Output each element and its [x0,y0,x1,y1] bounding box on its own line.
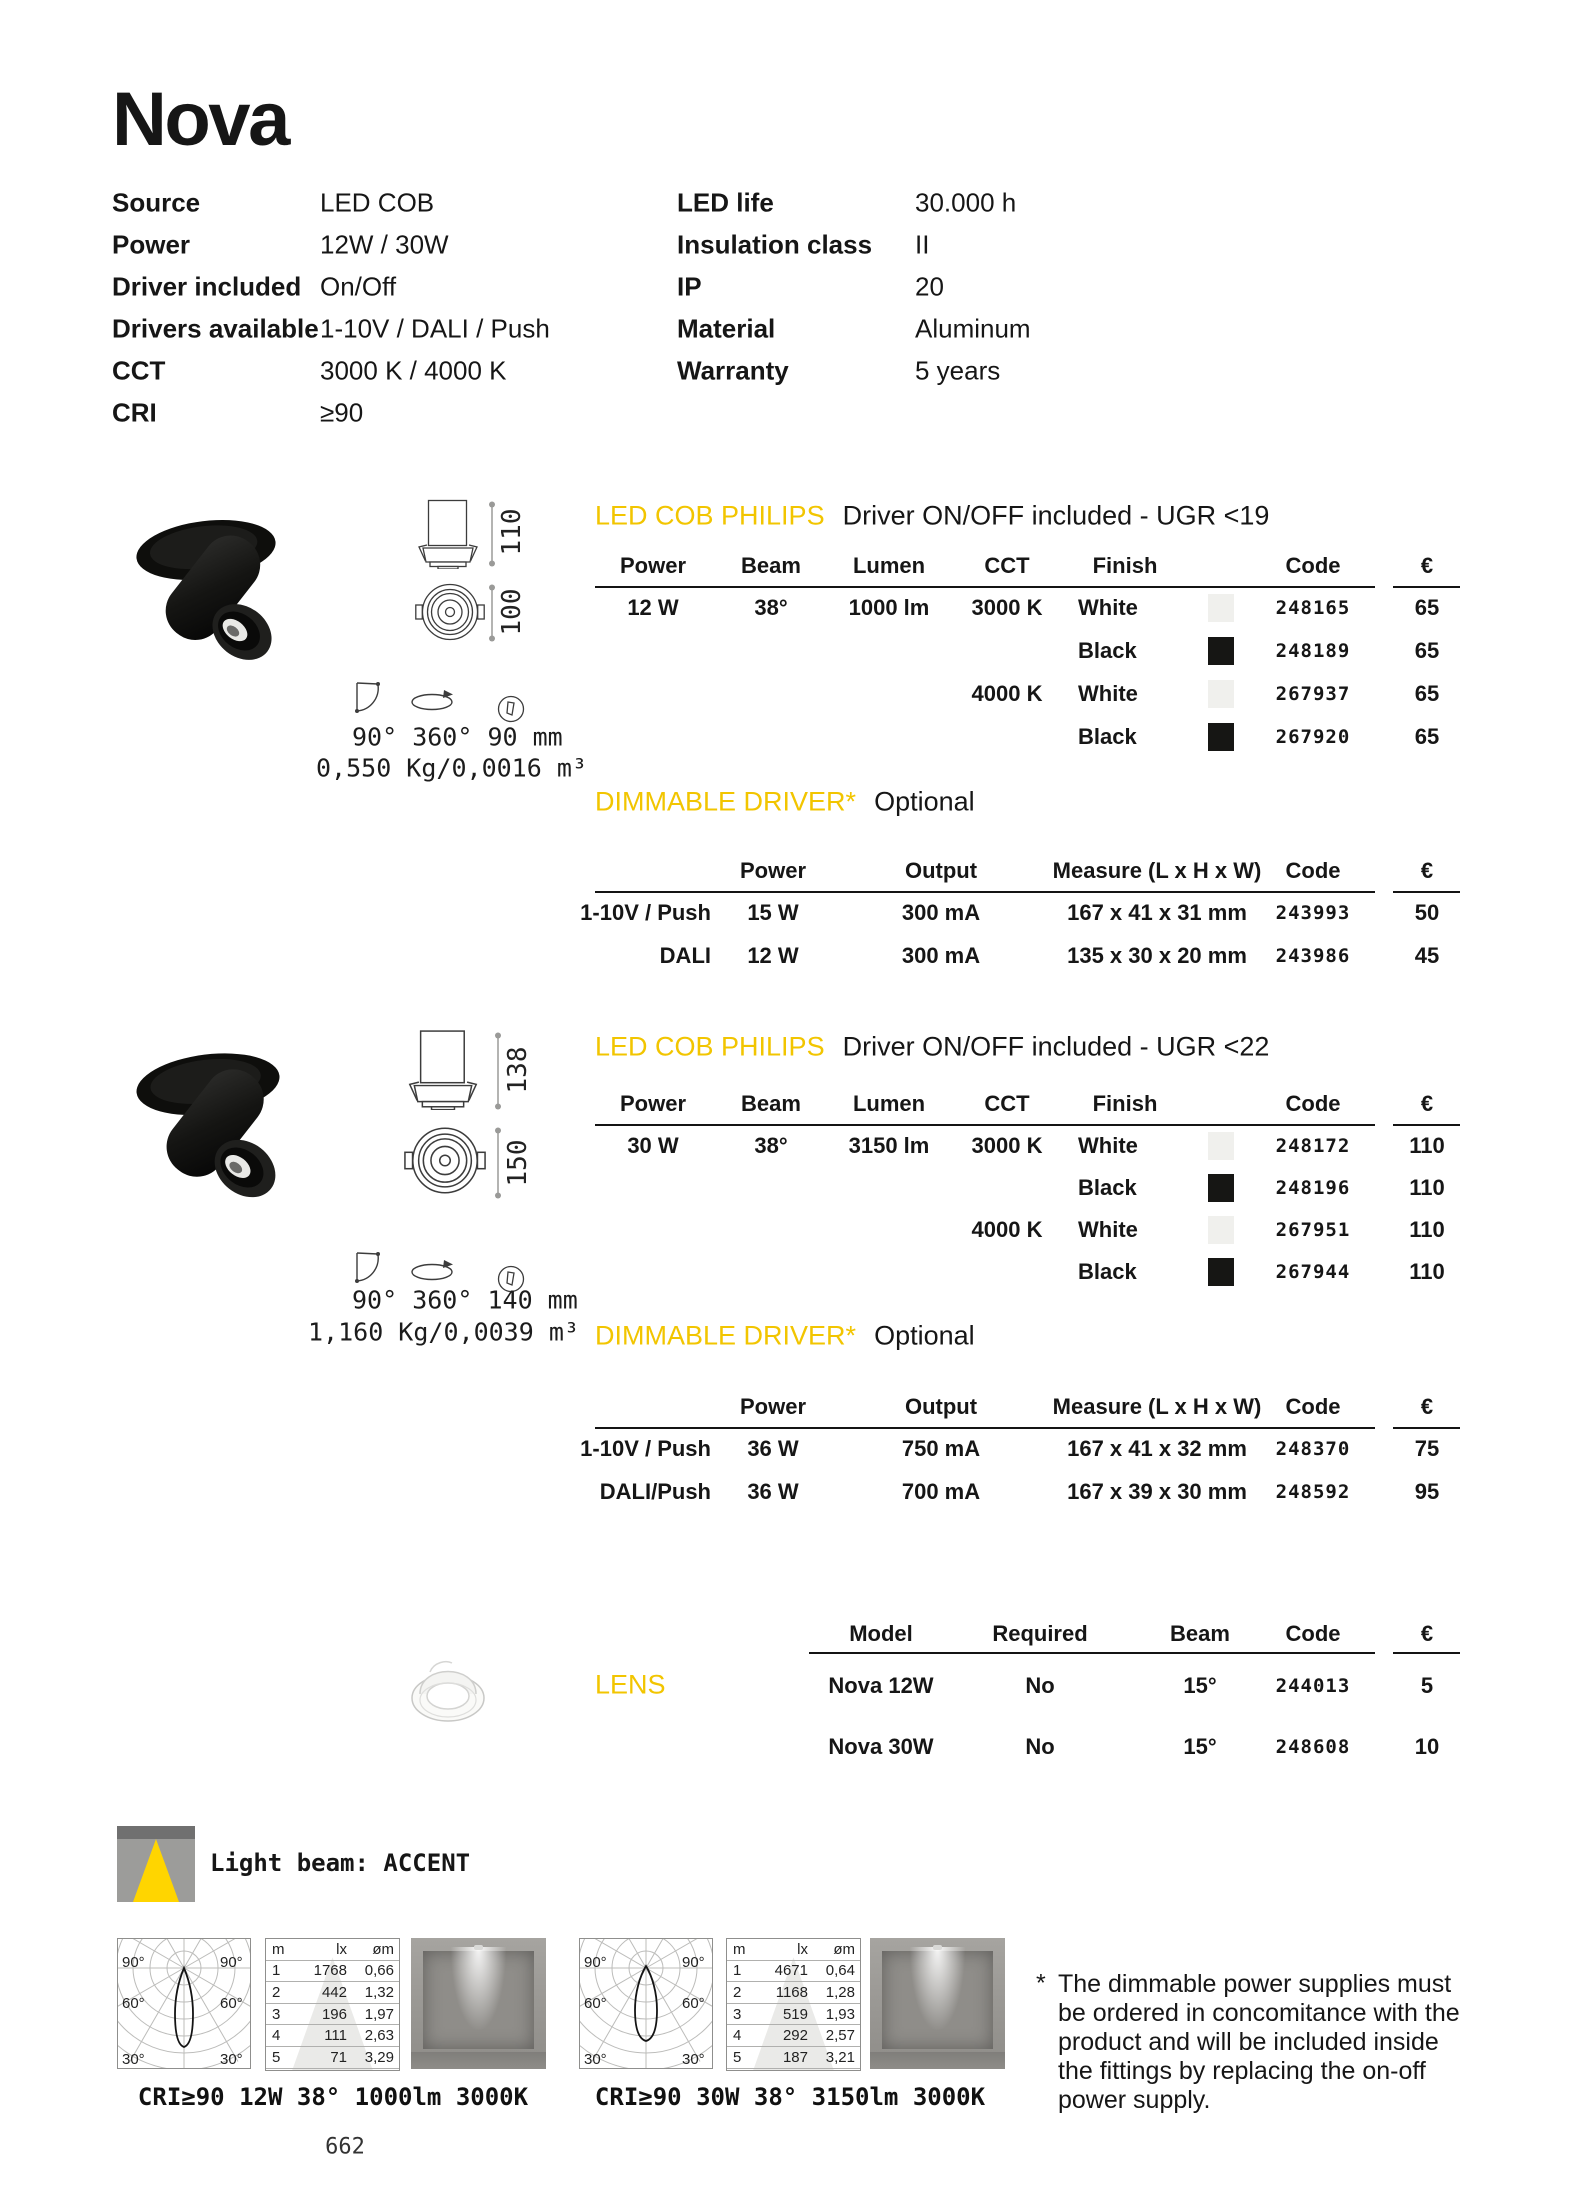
col-header-beam: Beam [741,553,801,578]
footnote-line: be ordered in concomitance with the [1058,1999,1460,2027]
section-accent-label: DIMMABLE DRIVER* [595,786,857,817]
cell-driver-type: DALI [659,943,711,968]
spec-value: 3000 K / 4000 K [320,355,507,386]
cutout-hole-icon [496,694,526,724]
cell-power: 15 W [747,900,799,925]
cell-finish: Black [1078,1175,1137,1200]
ph-cell: 2 [727,1982,761,2004]
tilt-angle-icon [352,680,390,720]
ph-cell: 0,66 [353,1961,399,1983]
cell-finish: White [1078,1133,1138,1158]
section-description: Optional [874,1320,975,1351]
ph-cell: 442 [300,1982,353,2004]
light-cone [905,1947,970,2060]
beam-photo-30w [870,1938,1005,2069]
beam-photo-12w [411,1938,546,2069]
polar-label: 30° [220,2051,243,2068]
rotation-icon [408,689,458,713]
cell-code: 248165 [1275,597,1351,619]
section-description: Driver ON/OFF included - UGR <22 [842,1031,1270,1062]
col-header-code: Code [1285,553,1341,578]
col-header-price: € [1420,858,1434,883]
polar-label: 60° [220,1995,243,2012]
ph-cell: 292 [761,2025,814,2047]
cell-price: 5 [1420,1673,1434,1698]
spec-value: II [915,229,930,260]
footnote-line: The dimmable power supplies must [1058,1970,1452,1998]
photometry-caption-12w: CRI≥90 12W 38° 1000lm 3000K [137,2083,529,2111]
col-header-power: Power [619,553,687,578]
ph-cell: 4 [266,2025,300,2047]
spec-value: Aluminum [915,313,1031,344]
spec-label: Material [677,313,776,344]
section-title [595,1032,1269,1063]
table-rule [595,1427,1375,1429]
dimension-diameter-label: 150 [503,1139,533,1187]
footnote-line: product and will be included inside [1058,2028,1439,2056]
col-header-price: € [1420,1394,1434,1419]
cell-price: 50 [1414,900,1440,925]
footnote-line: the fittings by replacing the on-off [1058,2057,1426,2085]
col-header-lumen: Lumen [852,1091,926,1116]
cell-code: 248172 [1275,1135,1351,1157]
col-header-power: Power [739,858,807,883]
polar-label: 60° [584,1995,607,2012]
illuminance-table-30w [726,1938,861,2071]
weight-volume-text: 0,550 Kg/0,0016 m³ [316,753,587,783]
finish-swatch-white [1208,1132,1234,1160]
cell-power: 36 W [747,1479,799,1504]
footnote-line: power supply. [1058,2086,1211,2114]
table-rule-price [1393,1652,1460,1654]
cell-driver-type: DALI/Push [599,1479,711,1504]
polar-diagram-30w [579,1938,713,2069]
cell-cct: 4000 K [971,681,1043,706]
floor-shadow [870,2052,1005,2069]
cell-finish: White [1078,681,1138,706]
cell-code: 267937 [1275,683,1351,705]
section-accent-label: DIMMABLE DRIVER* [595,1320,857,1351]
cell-price: 75 [1414,1436,1440,1461]
section-description: Driver ON/OFF included - UGR <19 [842,500,1270,531]
table-rule-price [1393,1427,1460,1429]
fixture-dot [933,1945,942,1950]
col-header-measure: Measure (L x H x W) [1052,1394,1262,1419]
spec-value: 5 years [915,355,1001,386]
cell-output: 300 mA [901,900,981,925]
spec-value: 30.000 h [915,187,1017,218]
cell-code: 248592 [1275,1481,1351,1503]
col-header-finish: Finish [1092,1091,1158,1116]
table-rule-price [1393,586,1460,588]
col-header-code: Code [1285,858,1341,883]
spec-label: LED life [677,187,774,218]
light-beam-pictogram [117,1826,195,1902]
cell-code: 248370 [1275,1438,1351,1460]
col-header-output: Output [904,1394,978,1419]
finish-swatch-white [1208,594,1234,622]
finish-swatch-black [1208,637,1234,665]
spec-value: 12W / 30W [320,229,449,260]
ph-header-om: øm [814,1939,860,1961]
ceiling-band [117,1826,195,1839]
cell-price: 65 [1414,724,1440,749]
lens-photo [408,1650,488,1726]
cell-price: 65 [1414,681,1440,706]
rotation-icon [408,1259,458,1283]
ph-header-lx: lx [300,1939,353,1961]
light-cone [446,1947,511,2060]
cell-measure: 167 x 39 x 30 mm [1067,1479,1247,1504]
cell-measure: 167 x 41 x 32 mm [1067,1436,1247,1461]
polar-label: 30° [682,2051,705,2068]
cell-model: Nova 12W [828,1673,934,1698]
col-header-code: Code [1285,1394,1341,1419]
cell-power: 30 W [627,1133,679,1158]
cell-finish: Black [1078,1259,1137,1284]
ph-cell: 111 [300,2025,353,2047]
ph-cell: 1,32 [353,1982,399,2004]
ph-cell: 3 [266,2004,300,2026]
cell-code: 267951 [1275,1219,1351,1241]
polar-label: 60° [682,1995,705,2012]
ph-cell: 1,97 [353,2004,399,2026]
ph-header-m: m [266,1939,300,1961]
ph-cell: 196 [300,2004,353,2026]
ph-header-m: m [727,1939,761,1961]
dimension-drawing-side-12w [414,499,482,569]
cell-measure: 135 x 30 x 20 mm [1067,943,1247,968]
col-header-code: Code [1285,1091,1341,1116]
cell-cct: 4000 K [971,1217,1043,1242]
ph-cell: 4 [727,2025,761,2047]
section-accent-label: LED COB PHILIPS [595,500,825,531]
cell-price: 65 [1414,595,1440,620]
polar-label: 30° [584,2051,607,2068]
ph-header-om: øm [353,1939,399,1961]
cell-model: Nova 30W [828,1734,934,1759]
cell-price: 110 [1409,1133,1445,1158]
cell-code: 248608 [1275,1736,1351,1758]
photometry-caption-30w: CRI≥90 30W 38° 3150lm 3000K [594,2083,986,2111]
spec-label: Driver included [112,271,302,302]
finish-swatch-white [1208,680,1234,708]
ph-cell: 1,28 [814,1982,860,2004]
cell-cct: 3000 K [971,595,1043,620]
ph-cell: 519 [761,2004,814,2026]
section-title [595,1321,975,1352]
cell-finish: White [1078,1217,1138,1242]
ph-cell: 1 [266,1961,300,1983]
cell-price: 95 [1414,1479,1440,1504]
cell-price: 10 [1414,1734,1440,1759]
cell-required: No [1025,1734,1055,1759]
ph-cell: 1 [727,1961,761,1983]
finish-swatch-black [1208,1258,1234,1286]
finish-swatch-black [1208,1174,1234,1202]
spec-label: Drivers available [112,313,319,344]
spec-value: On/Off [320,271,397,302]
spec-label: Power [112,229,191,260]
cell-price: 110 [1409,1259,1445,1284]
cell-code: 243986 [1275,945,1351,967]
spec-value: LED COB [320,187,435,218]
finish-swatch-white [1208,1216,1234,1244]
col-header-price: € [1420,1621,1434,1646]
dimension-drawing-side-30w [404,1029,482,1110]
cell-cct: 3000 K [971,1133,1043,1158]
cell-lumen: 3150 lm [848,1133,930,1158]
dimension-diameter-label: 100 [497,588,527,636]
cell-code: 267944 [1275,1261,1351,1283]
ph-cell: 1168 [761,1982,814,2004]
dimension-drawing-top-30w [404,1124,486,1197]
cell-price: 110 [1409,1175,1445,1200]
polar-label: 60° [122,1995,145,2012]
spec-label: IP [677,271,702,302]
fixture-dot [474,1945,483,1950]
floor-shadow [411,2052,546,2069]
cell-driver-type: 1-10V / Push [580,900,711,925]
col-header-measure: Measure (L x H x W) [1052,858,1262,883]
illuminance-table-12w [265,1938,400,2071]
lens-section-label: LENS [595,1669,666,1700]
product-photo-30w [105,1038,310,1223]
col-header-finish: Finish [1092,553,1158,578]
spec-label: CCT [112,355,166,386]
spec-label: Insulation class [677,229,873,260]
polar-label: 90° [682,1954,705,1971]
ph-cell: 2,63 [353,2025,399,2047]
ph-cell: 0,64 [814,1961,860,1983]
section-description: Optional [874,786,975,817]
spec-value: 1-10V / DALI / Push [320,313,550,344]
cell-beam: 38° [754,595,788,620]
section-title [595,501,1269,532]
table-rule [595,1124,1375,1126]
col-header-price: € [1420,553,1434,578]
footnote-marker: * [1036,1969,1046,1998]
dimension-drawing-top-12w [415,581,485,643]
dimension-height-label: 110 [497,508,527,556]
adjustment-cutout-text: 90° 360° 140 mm [352,1285,578,1315]
ph-cell: 3 [727,2004,761,2026]
polar-label: 90° [584,1954,607,1971]
cell-finish: Black [1078,638,1137,663]
col-header-beam: Beam [1170,1621,1230,1646]
spec-value: 20 [915,271,944,302]
finish-swatch-black [1208,723,1234,751]
cell-price: 45 [1414,943,1440,968]
col-header-output: Output [904,858,978,883]
polar-label: 30° [122,2051,145,2068]
table-rule [595,891,1375,893]
cell-finish: White [1078,595,1138,620]
light-beam-label: Light beam: ACCENT [210,1849,471,1877]
cell-power: 12 W [747,943,799,968]
table-rule [595,586,1375,588]
ph-cell: 2 [266,1982,300,2004]
table-rule-price [1393,1124,1460,1126]
cell-code: 267920 [1275,726,1351,748]
product-photo-12w [118,505,293,685]
cell-beam: 38° [754,1133,788,1158]
cell-code: 248189 [1275,640,1351,662]
cell-beam: 15° [1183,1734,1217,1759]
cell-measure: 167 x 41 x 31 mm [1067,900,1247,925]
page-number: 662 [325,2134,365,2160]
section-accent-label: LED COB PHILIPS [595,1031,825,1062]
polar-diagram-12w [117,1938,251,2069]
ph-cell: 4671 [761,1961,814,1983]
section-title [595,787,975,818]
spec-label: CRI [112,397,157,428]
tilt-angle-icon [352,1250,390,1290]
ph-cell: 1768 [300,1961,353,1983]
col-header-model: Model [849,1621,913,1646]
col-header-power: Power [619,1091,687,1116]
cell-price: 110 [1409,1217,1445,1242]
col-header-lumen: Lumen [852,553,926,578]
cell-price: 65 [1414,638,1440,663]
ph-header-lx: lx [761,1939,814,1961]
polar-label: 90° [122,1954,145,1971]
ph-cell: 2,57 [814,2025,860,2047]
cell-beam: 15° [1183,1673,1217,1698]
cell-lumen: 1000 lm [848,595,930,620]
cell-finish: Black [1078,724,1137,749]
adjustment-cutout-text: 90° 360° 90 mm [352,722,563,752]
table-rule-price [1393,891,1460,893]
cell-power: 12 W [627,595,679,620]
cell-power: 36 W [747,1436,799,1461]
weight-volume-text: 1,160 Kg/0,0039 m³ [308,1317,579,1347]
cell-driver-type: 1-10V / Push [580,1436,711,1461]
ph-cell: 187 [761,2047,814,2069]
dimension-height-label: 138 [503,1046,533,1094]
table-rule [809,1652,1375,1654]
spec-label: Warranty [677,355,789,386]
polar-label: 90° [220,1954,243,1971]
ph-cell: 5 [266,2047,300,2069]
page-title: Nova [112,77,288,162]
cell-output: 300 mA [901,943,981,968]
ph-cell: 3,29 [353,2047,399,2069]
ph-cell: 1,93 [814,2004,860,2026]
col-header-cct: CCT [984,553,1030,578]
col-header-beam: Beam [741,1091,801,1116]
spec-label: Source [112,187,201,218]
cell-code: 243993 [1275,902,1351,924]
col-header-cct: CCT [984,1091,1030,1116]
cell-required: No [1025,1673,1055,1698]
spec-value: ≥90 [320,397,364,428]
ph-cell: 5 [727,2047,761,2069]
col-header-code: Code [1285,1621,1341,1646]
footnote-text [1058,1970,1528,2115]
ph-cell: 3,21 [814,2047,860,2069]
cell-output: 700 mA [901,1479,981,1504]
col-header-required: Required [992,1621,1088,1646]
cell-output: 750 mA [901,1436,981,1461]
col-header-price: € [1420,1091,1434,1116]
ph-cell: 71 [300,2047,353,2069]
cell-code: 244013 [1275,1675,1351,1697]
cell-code: 248196 [1275,1177,1351,1199]
beam-triangle-icon [131,1839,181,1902]
col-header-power: Power [739,1394,807,1419]
